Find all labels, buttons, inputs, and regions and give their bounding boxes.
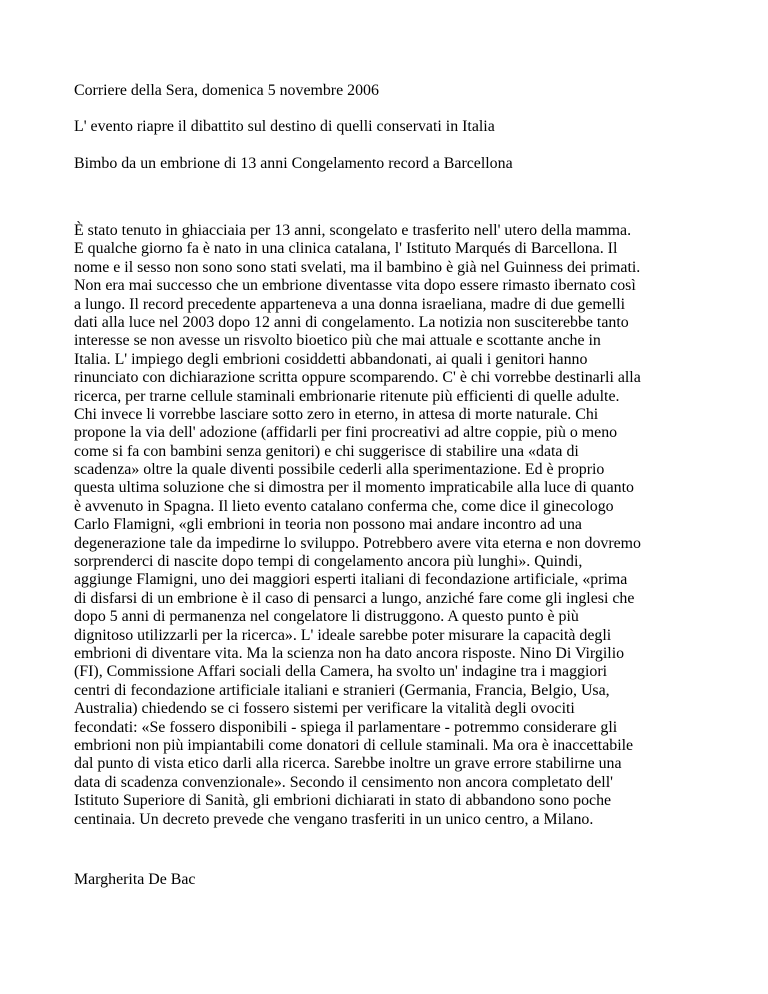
article-body-line: È stato tenuto in ghiacciaia per 13 anni, scongelato e trasferito nell' utero della mamma. (74, 222, 632, 239)
article-body-line: embrioni di diventare vita. Ma la scienza non ha dato ancora risposte. Nino Di Virgilio (74, 644, 625, 662)
article-body-line: dopo 5 anni di permanenza nel congelatore li distruggono. A questo punto è più (74, 608, 579, 626)
article-body-line: data di scadenza convenzionale». Secondo il censimento non ancora completato dell' (74, 773, 613, 791)
article-kicker: L' evento riapre il dibattito sul destino di quelli conservati in Italia (74, 118, 495, 136)
article-body-line: Australia) chiedendo se ci fossero sistemi per verificare la vitalità degli ovociti (74, 700, 575, 718)
article-body-line: di disfarsi di un embrione è il caso di pensarci a lungo, anziché fare come gli inglesi che (74, 589, 635, 607)
article-body-line: centri di fecondazione artificiale italiani e stranieri (Germania, Francia, Belgio, Usa, (74, 681, 610, 699)
article-body-line: dati alla luce nel 2003 dopo 12 anni di congelamento. La notizia non susciterebbe tanto (74, 313, 629, 331)
article-author: Margherita De Bac (74, 871, 196, 888)
article-body-line: centinaia. Un decreto prevede che vengano trasferiti in un unico centro, a Milano. (74, 810, 594, 828)
article-body (74, 222, 702, 829)
article-body-line: questa ultima soluzione che si dimostra per il momento impraticabile alla luce di quanto (74, 479, 634, 497)
article-headline: Bimbo da un embrione di 13 anni Congelamento record a Barcellona (74, 154, 513, 172)
article-page (74, 82, 702, 888)
article-body-line: interesse se non avesse un risvolto bioetico più che mai attuale e scottante anche in (74, 332, 601, 350)
article-body-line: embrioni non più impiantabili come donatori di cellule staminali. Ma ora è inaccettabile (74, 736, 634, 754)
article-body-line: a lungo. Il record precedente apparteneva a una donna israeliana, madre di due gemelli (74, 295, 626, 313)
article-body-line: E qualche giorno fa è nato in una clinica catalana, l' Istituto Marqués di Barcellona. Il (74, 240, 618, 258)
article-body-line: ricerca, per trarne cellule staminali embrionarie ritenute più efficienti di quelle adulte. (74, 387, 620, 405)
article-body-line: propone la via dell' adozione (affidarli per fini procreativi ad altre coppie, più o meno (74, 424, 618, 442)
article-body-line: Non era mai successo che un embrione diventasse vita dopo essere rimasto ibernato così (74, 277, 636, 295)
article-body-line: Istituto Superiore di Sanità, gli embrioni dichiarati in stato di abbandono sono poche (74, 792, 612, 810)
article-body-line: dal punto di vista etico darli alla ricerca. Sarebbe inoltre un grave errore stabilirne una (74, 755, 622, 773)
article-body-line: fecondati: «Se fossero disponibili - spiega il parlamentare - potremmo considerare gli (74, 718, 618, 736)
article-body-line: Carlo Flamigni, «gli embrioni in teoria non possono mai andare incontro ad una (74, 516, 582, 534)
article-body-line: dignitoso utilizzarli per la ricerca». L' ideale sarebbe poter misurare la capacità degli (74, 626, 612, 644)
article-body-line: Italia. L' impiego degli embrioni cosiddetti abbandonati, ai quali i genitori hanno (74, 350, 588, 368)
article-body-line: come si fa con bambini senza genitori) e chi suggerisce di stabilire una «data di (74, 442, 579, 460)
article-body-line: è avvenuto in Spagna. Il lieto evento catalano conferma che, come dice il ginecologo (74, 497, 614, 515)
article-body-line: sorprenderci di nascite dopo tempi di congelamento ancora più lunghi». Quindi, (74, 553, 583, 571)
article-body-line: aggiunge Flamigni, uno dei maggiori esperti italiani di fecondazione artificiale, «prima (74, 571, 628, 589)
article-body-line: (FI), Commissione Affari sociali della Camera, ha svolto un' indagine tra i maggiori (74, 663, 608, 681)
article-body-line: Chi invece li vorrebbe lasciare sotto zero in eterno, in attesa di morte naturale. Chi (74, 405, 599, 423)
article-source: Corriere della Sera, domenica 5 novembre 2006 (74, 82, 379, 99)
article-body-line: rinunciato con dichiarazione scritta oppure scomparendo. C' è chi vorrebbe destinarli alla (74, 369, 641, 387)
article-body-line: degenerazione tale da impedirne lo sviluppo. Potrebbero avere vita eterna e non dovremo (74, 534, 641, 552)
article-body-line: nome e il sesso non sono sono stati svelati, ma il bambino è già nel Guinness dei primati. (74, 258, 641, 276)
article-body-line: scadenza» oltre la quale diventi possibile cederli alla sperimentazione. Ed è proprio (74, 461, 605, 479)
